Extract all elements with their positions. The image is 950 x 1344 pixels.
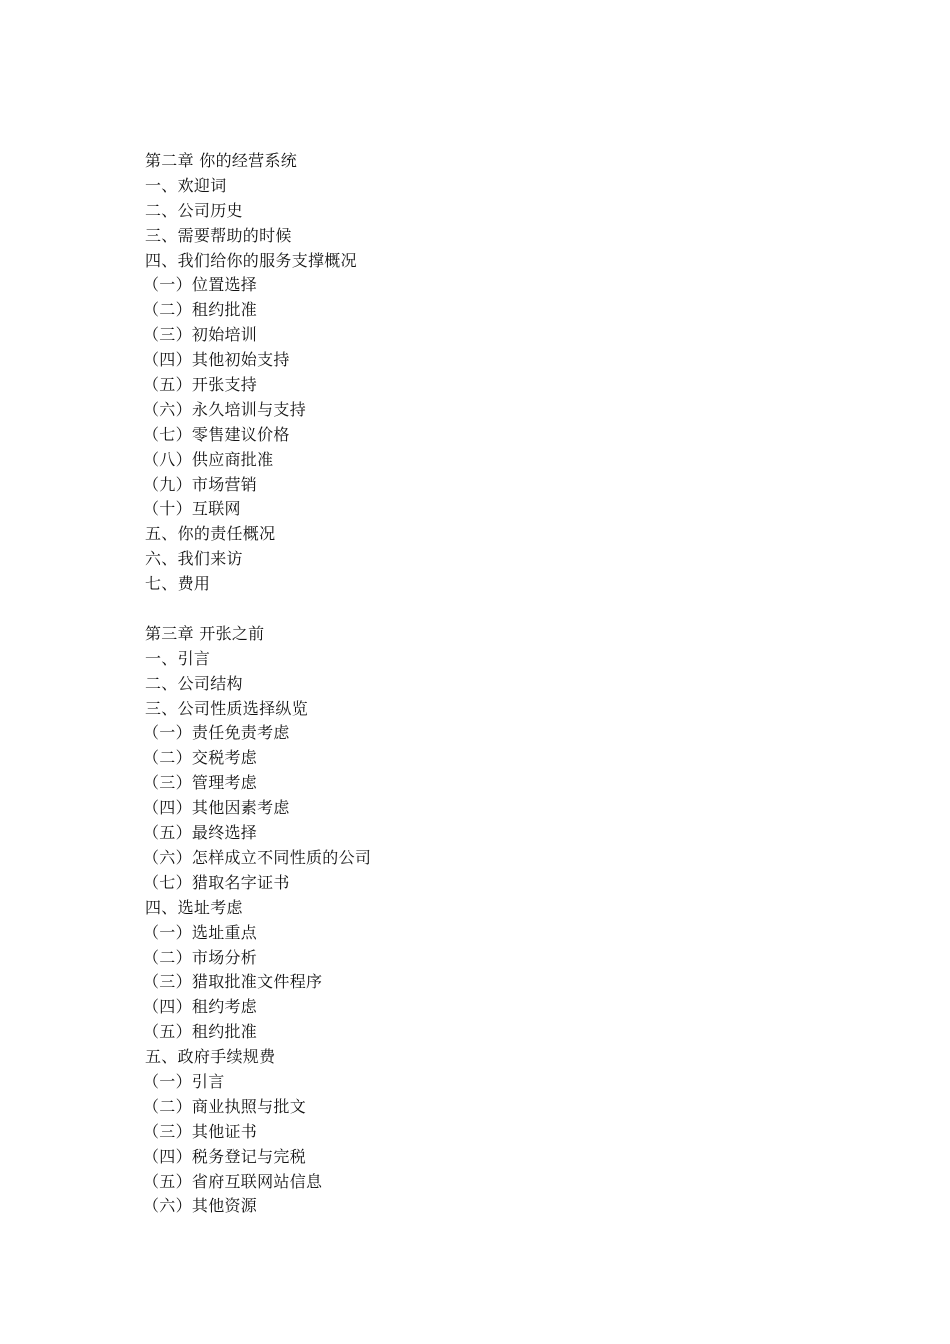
toc-subitem: （九）市场营销 [143,474,258,494]
toc-subitem: （二）市场分析 [143,947,258,967]
chapter-3-title: 第三章 开张之前 [145,623,265,643]
toc-subitem: （三）初始培训 [143,325,258,345]
toc-subitem: （三）管理考虑 [143,773,258,793]
toc-subitem: （四）其他因素考虑 [143,798,290,818]
toc-subitem: （四）租约考虑 [143,997,258,1017]
toc-item: 二、公司结构 [145,673,243,693]
toc-item: 七、费用 [145,574,211,594]
toc-subitem: （二）交税考虑 [143,748,258,768]
toc-item: 五、你的责任概况 [145,524,276,544]
toc-subitem: （五）开张支持 [143,375,258,395]
toc-item: 二、公司历史 [145,200,243,220]
toc-subitem: （四）其他初始支持 [143,350,290,370]
toc-subitem: （七）零售建议价格 [143,424,290,444]
toc-subitem: （二）租约批准 [143,300,258,320]
toc-subitem: （六）其他资源 [143,1196,258,1216]
toc-subitem: （五）最终选择 [143,823,258,843]
toc-item: 一、欢迎词 [145,175,227,195]
toc-item: 三、公司性质选择纵览 [145,698,309,718]
toc-subitem: （三）猎取批准文件程序 [143,972,323,992]
toc-subitem: （十）互联网 [143,499,241,519]
toc-subitem: （五）省府互联网站信息 [143,1171,323,1191]
toc-item: 四、我们给你的服务支撑概况 [145,250,357,270]
toc-subitem: （四）税务登记与完税 [143,1146,307,1166]
toc-subitem: （六）永久培训与支持 [143,399,307,419]
toc-item: 三、需要帮助的时候 [145,225,292,245]
toc-subitem: （七）猎取名字证书 [143,872,290,892]
toc-subitem: （八）供应商批准 [143,449,274,469]
toc-subitem: （一）责任免责考虑 [143,723,290,743]
toc-subitem: （五）租约批准 [143,1022,258,1042]
toc-subitem: （一）引言 [143,1071,225,1091]
toc-item: 六、我们来访 [145,549,243,569]
section-spacer [145,597,905,622]
document-page [145,149,905,1219]
toc-subitem: （一）位置选择 [143,275,258,295]
toc-subitem: （二）商业执照与批文 [143,1096,307,1116]
toc-item: 五、政府手续规费 [145,1047,276,1067]
toc-item: 四、选址考虑 [145,897,243,917]
toc-subitem: （三）其他证书 [143,1121,258,1141]
toc-item: 一、引言 [145,648,211,668]
chapter-2-title: 第二章 你的经营系统 [145,151,298,170]
toc-subitem: （一）选址重点 [143,922,258,942]
toc-subitem: （六）怎样成立不同性质的公司 [143,847,372,867]
